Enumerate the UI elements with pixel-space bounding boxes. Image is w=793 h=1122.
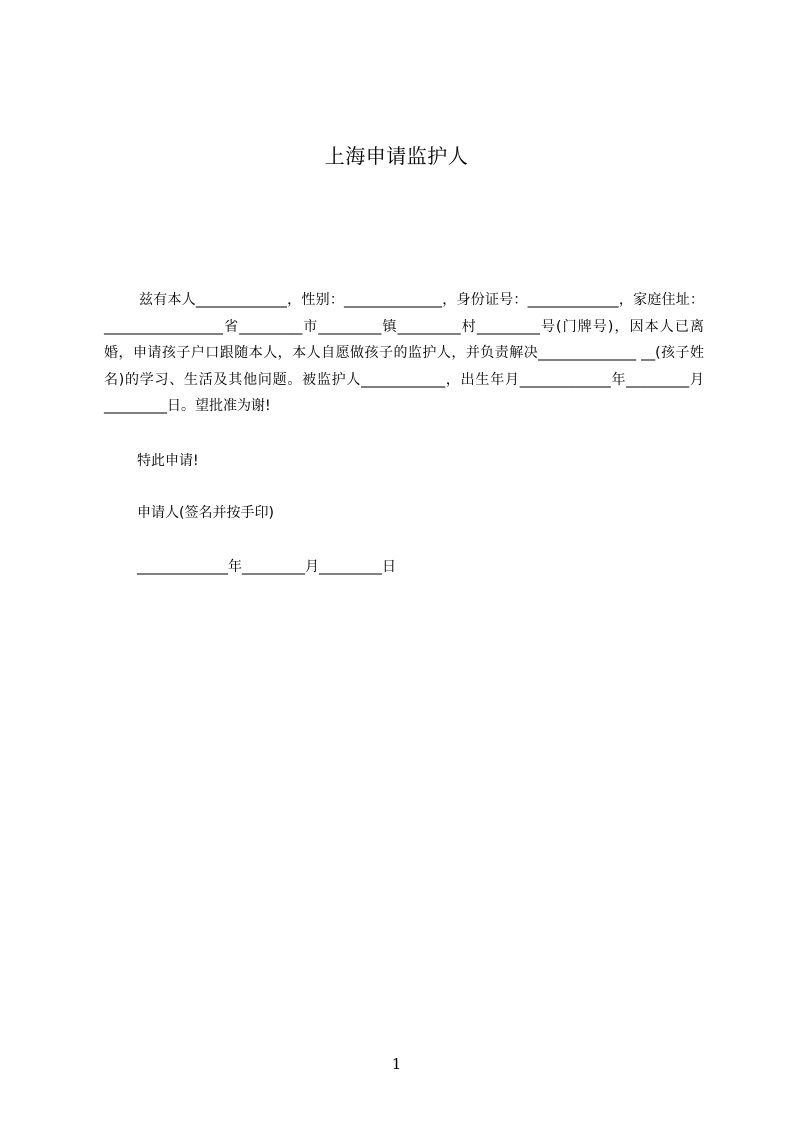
- document-title: 上海申请监护人: [324, 144, 469, 168]
- applicant-signature-line: 申请人(签名并按手印): [137, 505, 274, 521]
- page-number: 1: [391, 1055, 402, 1073]
- special-request-line: 特此申请!: [137, 453, 199, 469]
- application-body-paragraph: 兹有本人_____________，性别：______________，身份证号：_____________，家庭住址：_________________省_________市_________镇_________村_________号(门牌号)，因本人已离婚，申请孩子户口跟随本人，本人自愿做孩子的监护人，并负责解决______________ __(孩子姓名)的学习、生活及其他问题。被监护人____________，出生年月_____________年_________月_________日。望批准为谢!: [104, 292, 704, 414]
- date-line: _____________年_________月_________日: [137, 559, 396, 575]
